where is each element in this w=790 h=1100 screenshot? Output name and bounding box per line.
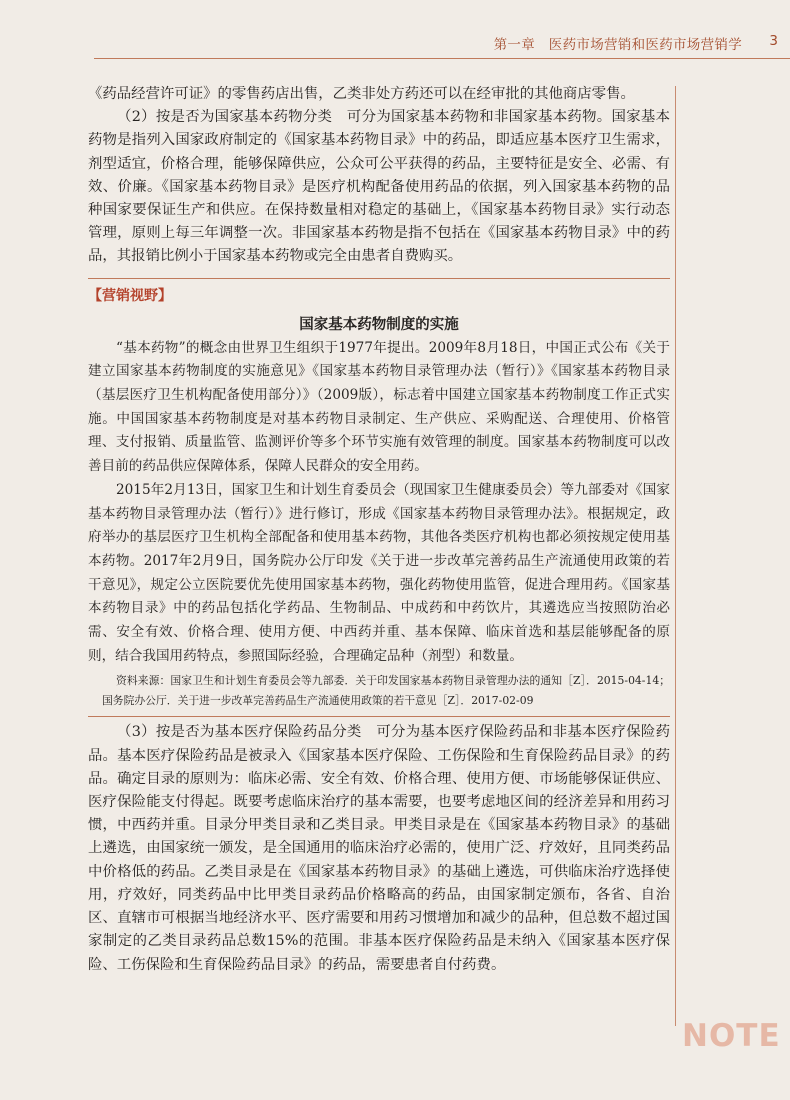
- page-header: [0, 0, 790, 62]
- box-title: 国家基本药物制度的实施: [299, 316, 459, 333]
- marketing-vision-box: [88, 278, 670, 718]
- paragraph-continuation: 《药品经营许可证》的零售药店出售，乙类非处方药还可以在经审批的其他商店零售。: [88, 86, 635, 102]
- box-header: [88, 278, 670, 305]
- note-watermark: NOTE: [682, 1018, 781, 1054]
- paragraph-essential-drugs: （2）按是否为国家基本药物分类 可分为国家基本药物和非国家基本药物。国家基本药物是指列入国家政府制定的《国家基本药物目录》中的药品，即适应基本医疗卫生需求，剂型适宜，价格合理，能够保障供应，公众可公平获得的药品，主要特征是安全、必需、有效、价廉。《国家基本药物目录》是医疗机构配备使用药品的依据，列入国家基本药物的品种国家要保证生产和供应。在保持数量相对稳定的基础上，《国家基本药物目录》实行动态管理，原则上每三年调整一次。非国家基本药物是指不包括在《国家基本药物目录》中的药品，其报销比例小于国家基本药物或完全由患者自费购买。: [88, 109, 670, 265]
- page-body: [88, 83, 670, 977]
- box-tag: 【营销视野】: [88, 287, 172, 304]
- paragraph-insurance-drugs: （3）按是否为基本医疗保险药品分类 可分为基本医疗保险药品和非基本医疗保险药品。基本医疗保险药品是被录入《国家基本医疗保险、工伤保险和生育保险药品目录》的药品。确定目录的原则为：临床必需、安全有效、价格合理、使用方便、市场能够保证供应、医疗保险能支付得起。既要考虑临床治疗的基本需要，也要考虑地区间的经济差异和用药习惯，中西药并重。目录分甲类目录和乙类目录。甲类目录是在《国家基本药物目录》的基础上遴选，由国家统一颁发，是全国通用的临床治疗必需的，使用广泛、疗效好，且同类药品中价格低的药品。乙类目录是在《国家基本药物目录》的基础上遴选，可供临床治疗选择使用，疗效好，同类药品中比甲类目录药品价格略高的药品，由国家制定颁布，各省、自治区、直辖市可根据当地经济水平、医疗需要和用药习惯增加和减少的品种，但总数不超过国家制定的乙类目录药品总数15%的范围。非基本医疗保险药品是未纳入《国家基本医疗保险、工伤保险和生育保险药品目录》的药品，需要患者自付药费。: [88, 724, 670, 973]
- box-source: 资料来源：国家卫生和计划生育委员会等九部委．关于印发国家基本药物目录管理办法的通知［Z］．2015-04-14；国务院办公厅．关于进一步改革完善药品生产流通使用政策的若干意见［Z］．2017-02-09: [102, 674, 670, 707]
- box-paragraph-1: “基本药物”的概念由世界卫生组织于1977年提出。2009年8月18日，中国正式公布《关于建立国家基本药物制度的实施意见》《国家基本药物目录管理办法（暂行）》《国家基本药物目录（基层医疗卫生机构配备使用部分）》（2009版），标志着中国建立国家基本药物制度工作正式实施。中国国家基本药物制度是对基本药物目录制定、生产供应、采购配送、合理使用、价格管理、支付报销、质量监管、监测评价等多个环节实施有效管理的制度。国家基本药物制度可以改善目前的药品供应保障体系，保障人民群众的安全用药。: [88, 339, 670, 475]
- header-divider: [94, 58, 790, 59]
- page-number: 3: [769, 33, 778, 49]
- box-paragraph-2: 2015年2月13日，国家卫生和计划生育委员会（现国家卫生健康委员会）等九部委对《国家基本药物目录管理办法（暂行）》进行修订，形成《国家基本药物目录管理办法》。根据规定，政府举办的基层医疗卫生机构全部配备和使用基本药物，其他各类医疗机构也都必须按规定使用基本药物。2017年2月9日，国务院办公厅印发《关于进一步改革完善药品生产流通使用政策的若干意见》，规定公立医院要优先使用国家基本药物，强化药物使用监管，促进合理用药。《国家基本药物目录》中的药品包括化学药品、生物制品、中成药和中药饮片，其遴选应当按照防治必需、安全有效、价格合理、使用方便、中西药并重、基本保障、临床首选和基层能够配备的原则，结合我国用药特点，参照国际经验，合理确定品种（剂型）和数量。: [88, 481, 670, 664]
- box-bottom-rule: [88, 716, 670, 717]
- margin-divider: [675, 86, 676, 1026]
- chapter-title: 第一章 医药市场营销和医药市场营销学: [493, 37, 742, 53]
